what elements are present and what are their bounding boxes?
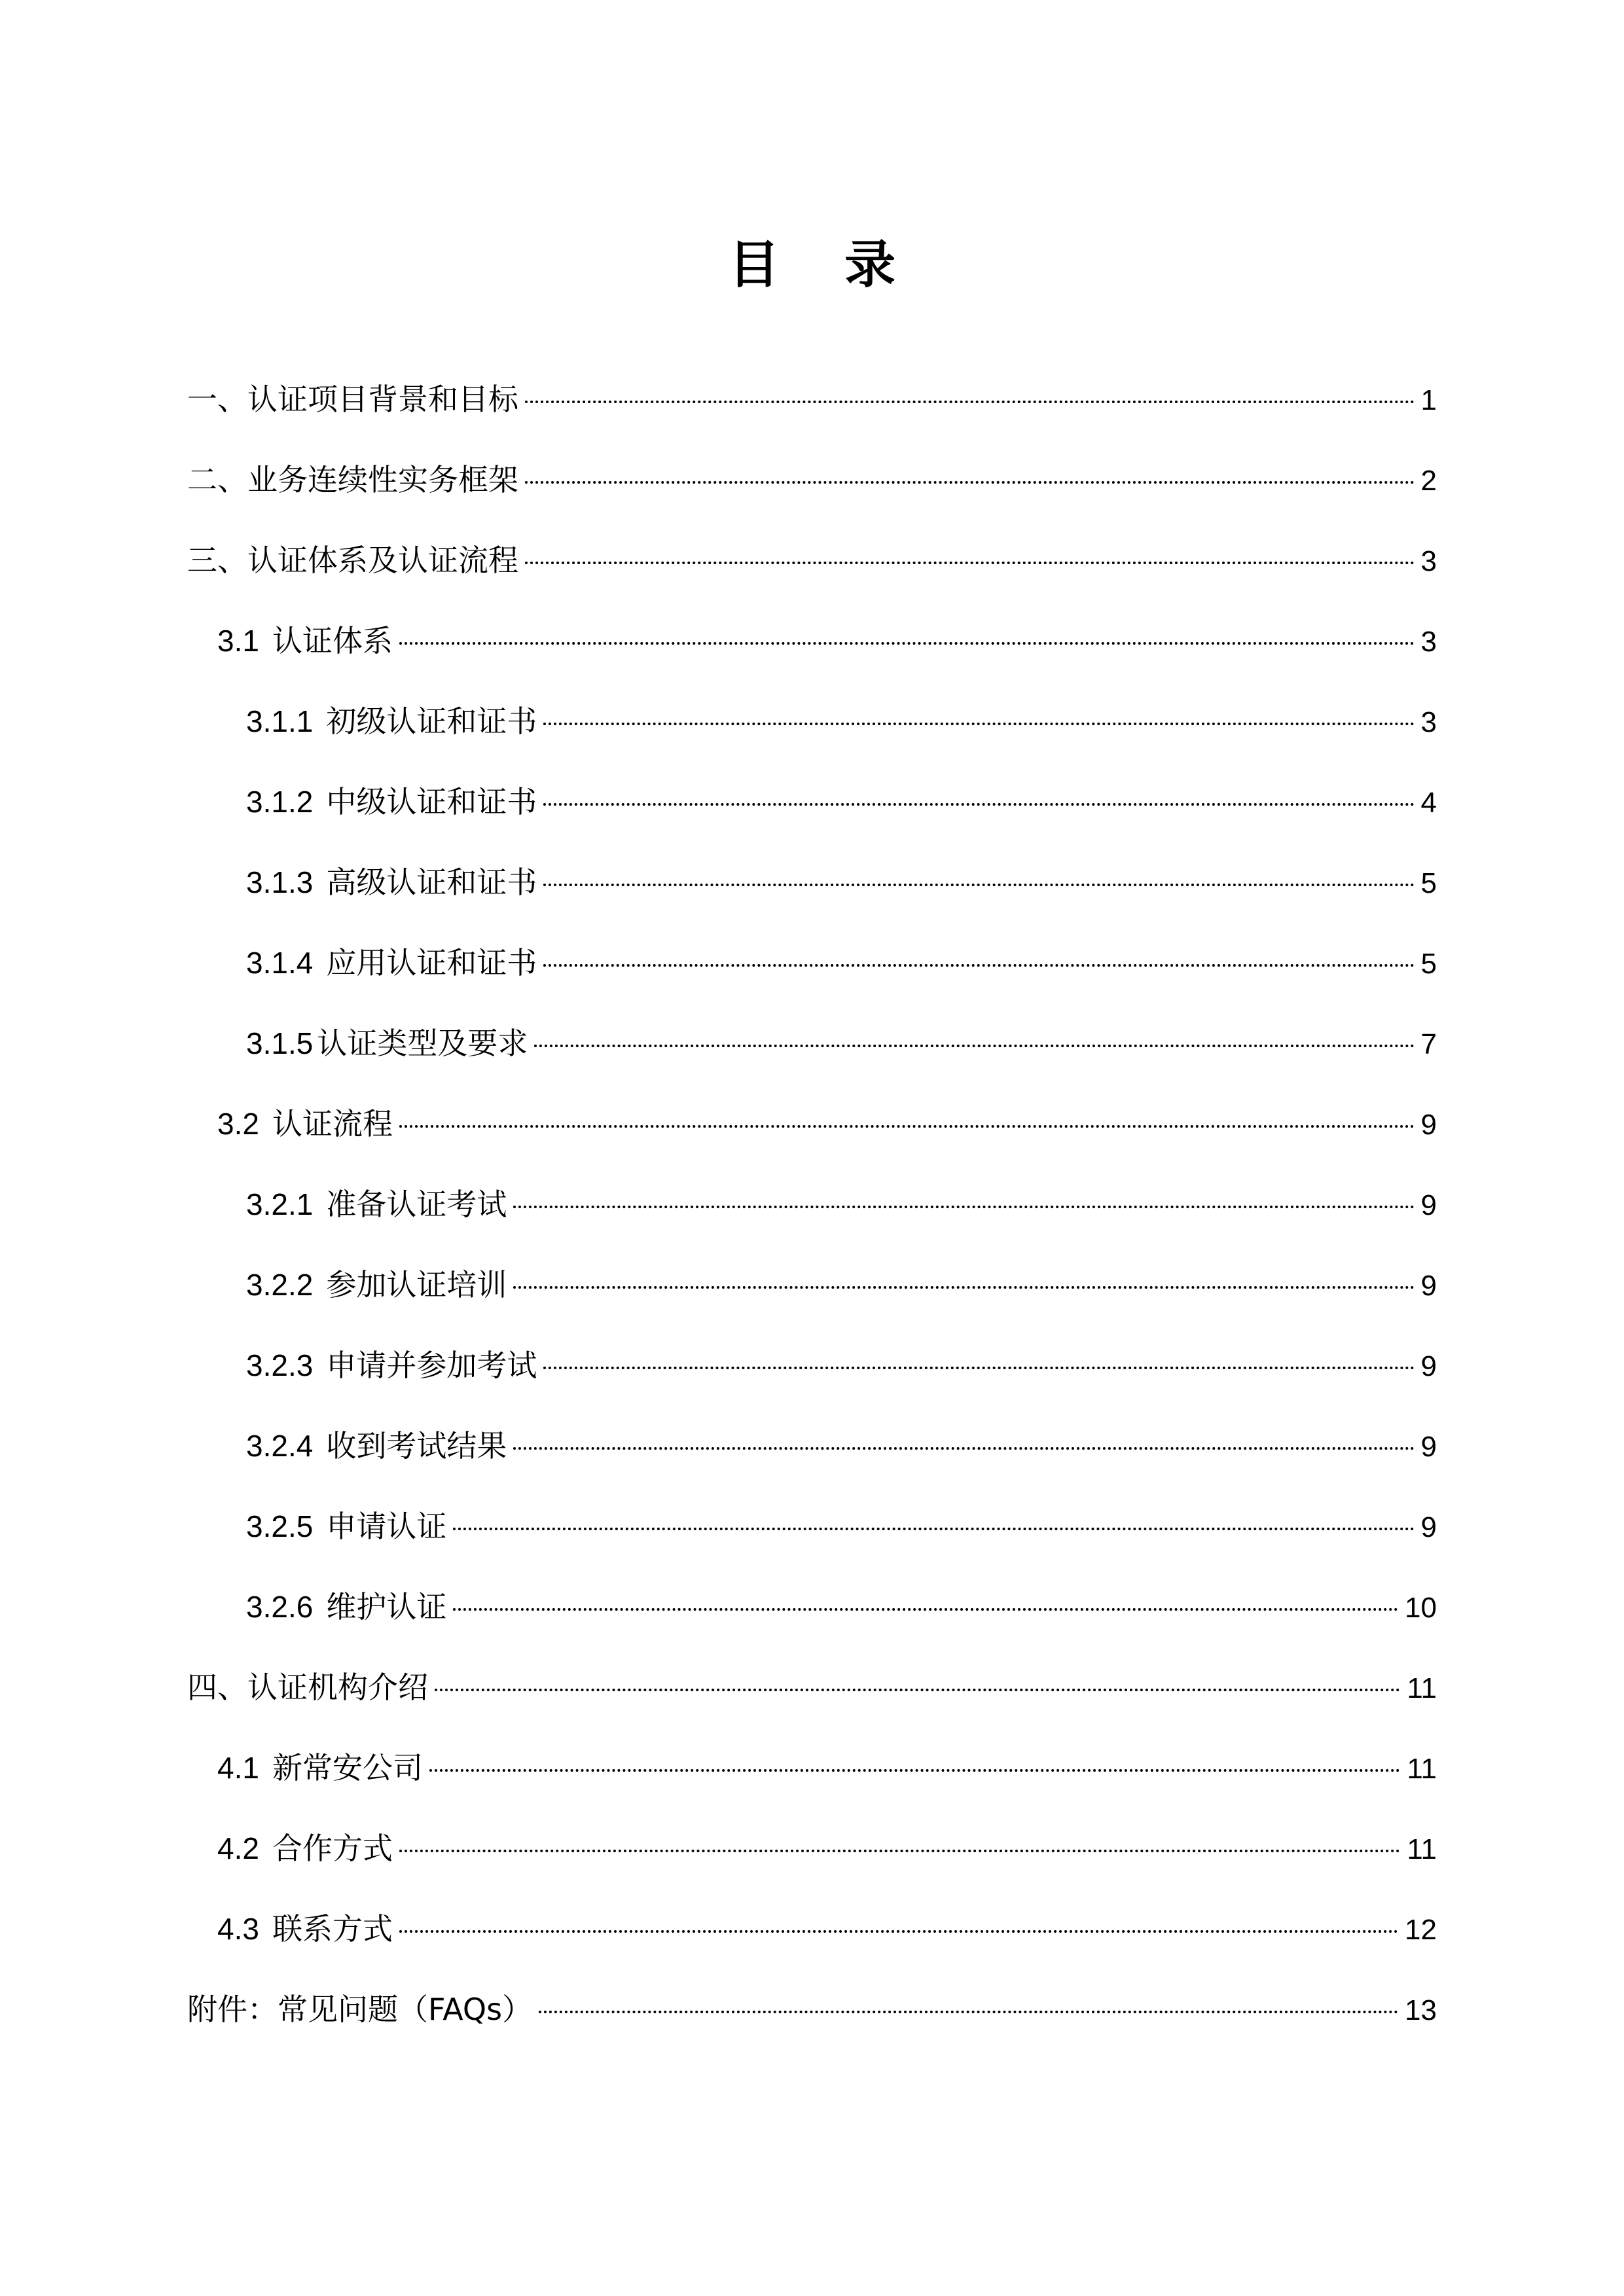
toc-page-number: 9 — [1420, 1270, 1437, 1302]
toc-entry-text: 收到考试结果 — [326, 1428, 507, 1463]
toc-page-number: 9 — [1420, 1189, 1437, 1221]
toc-entry-number: 4.2 — [217, 1831, 259, 1865]
toc-entry-text: 三、认证体系及认证流程 — [187, 543, 518, 578]
toc-entry[interactable] — [246, 856, 1437, 908]
toc-entry[interactable] — [246, 1178, 1437, 1230]
toc-entry-text: 中级认证和证书 — [326, 784, 537, 819]
dot-leader — [543, 1367, 1414, 1369]
dot-leader — [534, 1045, 1414, 1047]
dot-leader — [399, 1125, 1415, 1128]
toc-entry-text: 四、认证机构介绍 — [187, 1670, 428, 1705]
toc-page-number: 3 — [1420, 706, 1437, 738]
toc-entry[interactable] — [187, 1661, 1437, 1713]
toc-entry-number: 3.1.2 — [246, 785, 314, 819]
toc-entry-text: 参加认证培训 — [326, 1267, 507, 1302]
toc-entry-number: 3.2.1 — [246, 1187, 314, 1221]
toc-entry-text: 初级认证和证书 — [326, 704, 537, 739]
toc-entry[interactable] — [246, 937, 1437, 989]
dot-leader — [453, 1528, 1414, 1530]
dot-leader — [543, 964, 1414, 967]
toc-entry-text: 联系方式 — [272, 1911, 393, 1946]
toc-entry-number: 3.2.2 — [246, 1268, 314, 1302]
toc-entry-number: 3.1.5 — [246, 1026, 314, 1060]
toc-entry-number: 4.1 — [217, 1751, 259, 1785]
dot-leader — [543, 884, 1414, 886]
toc-entry-number: 3.2.6 — [246, 1590, 314, 1624]
toc-entry-number: 3.2.4 — [246, 1429, 314, 1463]
toc-entry[interactable] — [246, 1339, 1437, 1391]
dot-leader — [429, 1769, 1400, 1772]
toc-entry-text: 认证体系 — [272, 623, 393, 658]
dot-leader — [525, 401, 1415, 403]
toc-entry-text: 维护认证 — [326, 1589, 447, 1624]
toc-entry[interactable] — [187, 373, 1437, 425]
dot-leader — [435, 1689, 1400, 1691]
toc-entry-number: 3.2.5 — [246, 1509, 314, 1543]
toc-entry-text: 申请认证 — [326, 1509, 447, 1544]
toc-page-number: 11 — [1407, 1753, 1437, 1785]
toc-entry-number: 3.1.1 — [246, 704, 314, 738]
toc-entry-number: 3.1.3 — [246, 865, 314, 899]
toc-entry-text: 高级认证和证书 — [326, 865, 537, 900]
dot-leader — [399, 642, 1415, 645]
toc-entry-number: 4.3 — [217, 1912, 259, 1946]
toc-entry-text: 合作方式 — [272, 1831, 393, 1866]
toc-page-number: 9 — [1420, 1511, 1437, 1543]
toc-page-number: 11 — [1407, 1833, 1437, 1865]
toc-entry-text: 新常安公司 — [272, 1750, 423, 1785]
dot-leader — [513, 1286, 1414, 1289]
toc-entry-text: 认证流程 — [272, 1106, 393, 1141]
dot-leader — [525, 481, 1415, 484]
toc-page-number: 1 — [1420, 384, 1437, 416]
toc-page-number: 10 — [1405, 1592, 1437, 1624]
toc-entry[interactable] — [246, 1017, 1437, 1069]
toc-title: 目 录 — [728, 235, 920, 295]
toc-page-number: 5 — [1420, 948, 1437, 980]
toc-page-number: 2 — [1420, 465, 1437, 497]
toc-entry-text: 申请并参加考试 — [326, 1348, 537, 1383]
toc-entry[interactable] — [246, 695, 1437, 747]
toc-page-number: 7 — [1420, 1028, 1437, 1060]
toc-entry[interactable] — [187, 454, 1437, 506]
toc-entry-number: 3.1.4 — [246, 946, 314, 980]
toc-entry[interactable] — [217, 1742, 1437, 1794]
toc-page-number: 3 — [1420, 545, 1437, 577]
dot-leader — [543, 723, 1414, 725]
toc-entry[interactable] — [217, 1903, 1437, 1955]
toc-entry-text: 认证类型及要求 — [317, 1026, 528, 1061]
toc-entry[interactable] — [187, 1983, 1437, 2036]
toc-entry[interactable] — [246, 1581, 1437, 1633]
toc-page-number: 9 — [1420, 1350, 1437, 1382]
toc-entry[interactable] — [246, 776, 1437, 828]
toc-entry[interactable] — [246, 1500, 1437, 1552]
toc-page-number: 13 — [1405, 1994, 1437, 2026]
dot-leader — [399, 1850, 1400, 1852]
toc-entry-number: 3.2 — [217, 1107, 259, 1141]
toc-entry[interactable] — [217, 1098, 1437, 1150]
toc-page-number: 5 — [1420, 867, 1437, 899]
dot-leader — [399, 1930, 1398, 1933]
dot-leader — [543, 803, 1414, 806]
dot-leader — [453, 1608, 1398, 1611]
toc-page-number: 3 — [1420, 626, 1437, 658]
dot-leader — [513, 1206, 1414, 1208]
toc-entry-text: 二、业务连续性实务框架 — [187, 462, 518, 497]
dot-leader — [539, 2011, 1398, 2013]
toc-entry-text: 准备认证考试 — [326, 1187, 507, 1222]
toc-page-number: 4 — [1420, 787, 1437, 819]
toc-entry[interactable] — [217, 1822, 1437, 1874]
toc-page-number: 9 — [1420, 1431, 1437, 1463]
toc-entry-text: 附件：常见问题（FAQs） — [187, 1992, 533, 2027]
dot-leader — [513, 1447, 1414, 1450]
toc-entry-number: 3.2.3 — [246, 1348, 314, 1382]
dot-leader — [525, 562, 1415, 564]
toc-entry-text: 应用认证和证书 — [326, 945, 537, 980]
toc-entry-number: 3.1 — [217, 624, 259, 658]
toc-entry[interactable] — [217, 615, 1437, 667]
toc-page-number: 12 — [1405, 1914, 1437, 1946]
toc-entry[interactable] — [246, 1420, 1437, 1472]
toc-entry[interactable] — [187, 534, 1437, 586]
toc-page-number: 9 — [1420, 1109, 1437, 1141]
toc-entry-text: 一、认证项目背景和目标 — [187, 382, 518, 417]
toc-entry[interactable] — [246, 1259, 1437, 1311]
toc-page-number: 11 — [1407, 1672, 1437, 1704]
